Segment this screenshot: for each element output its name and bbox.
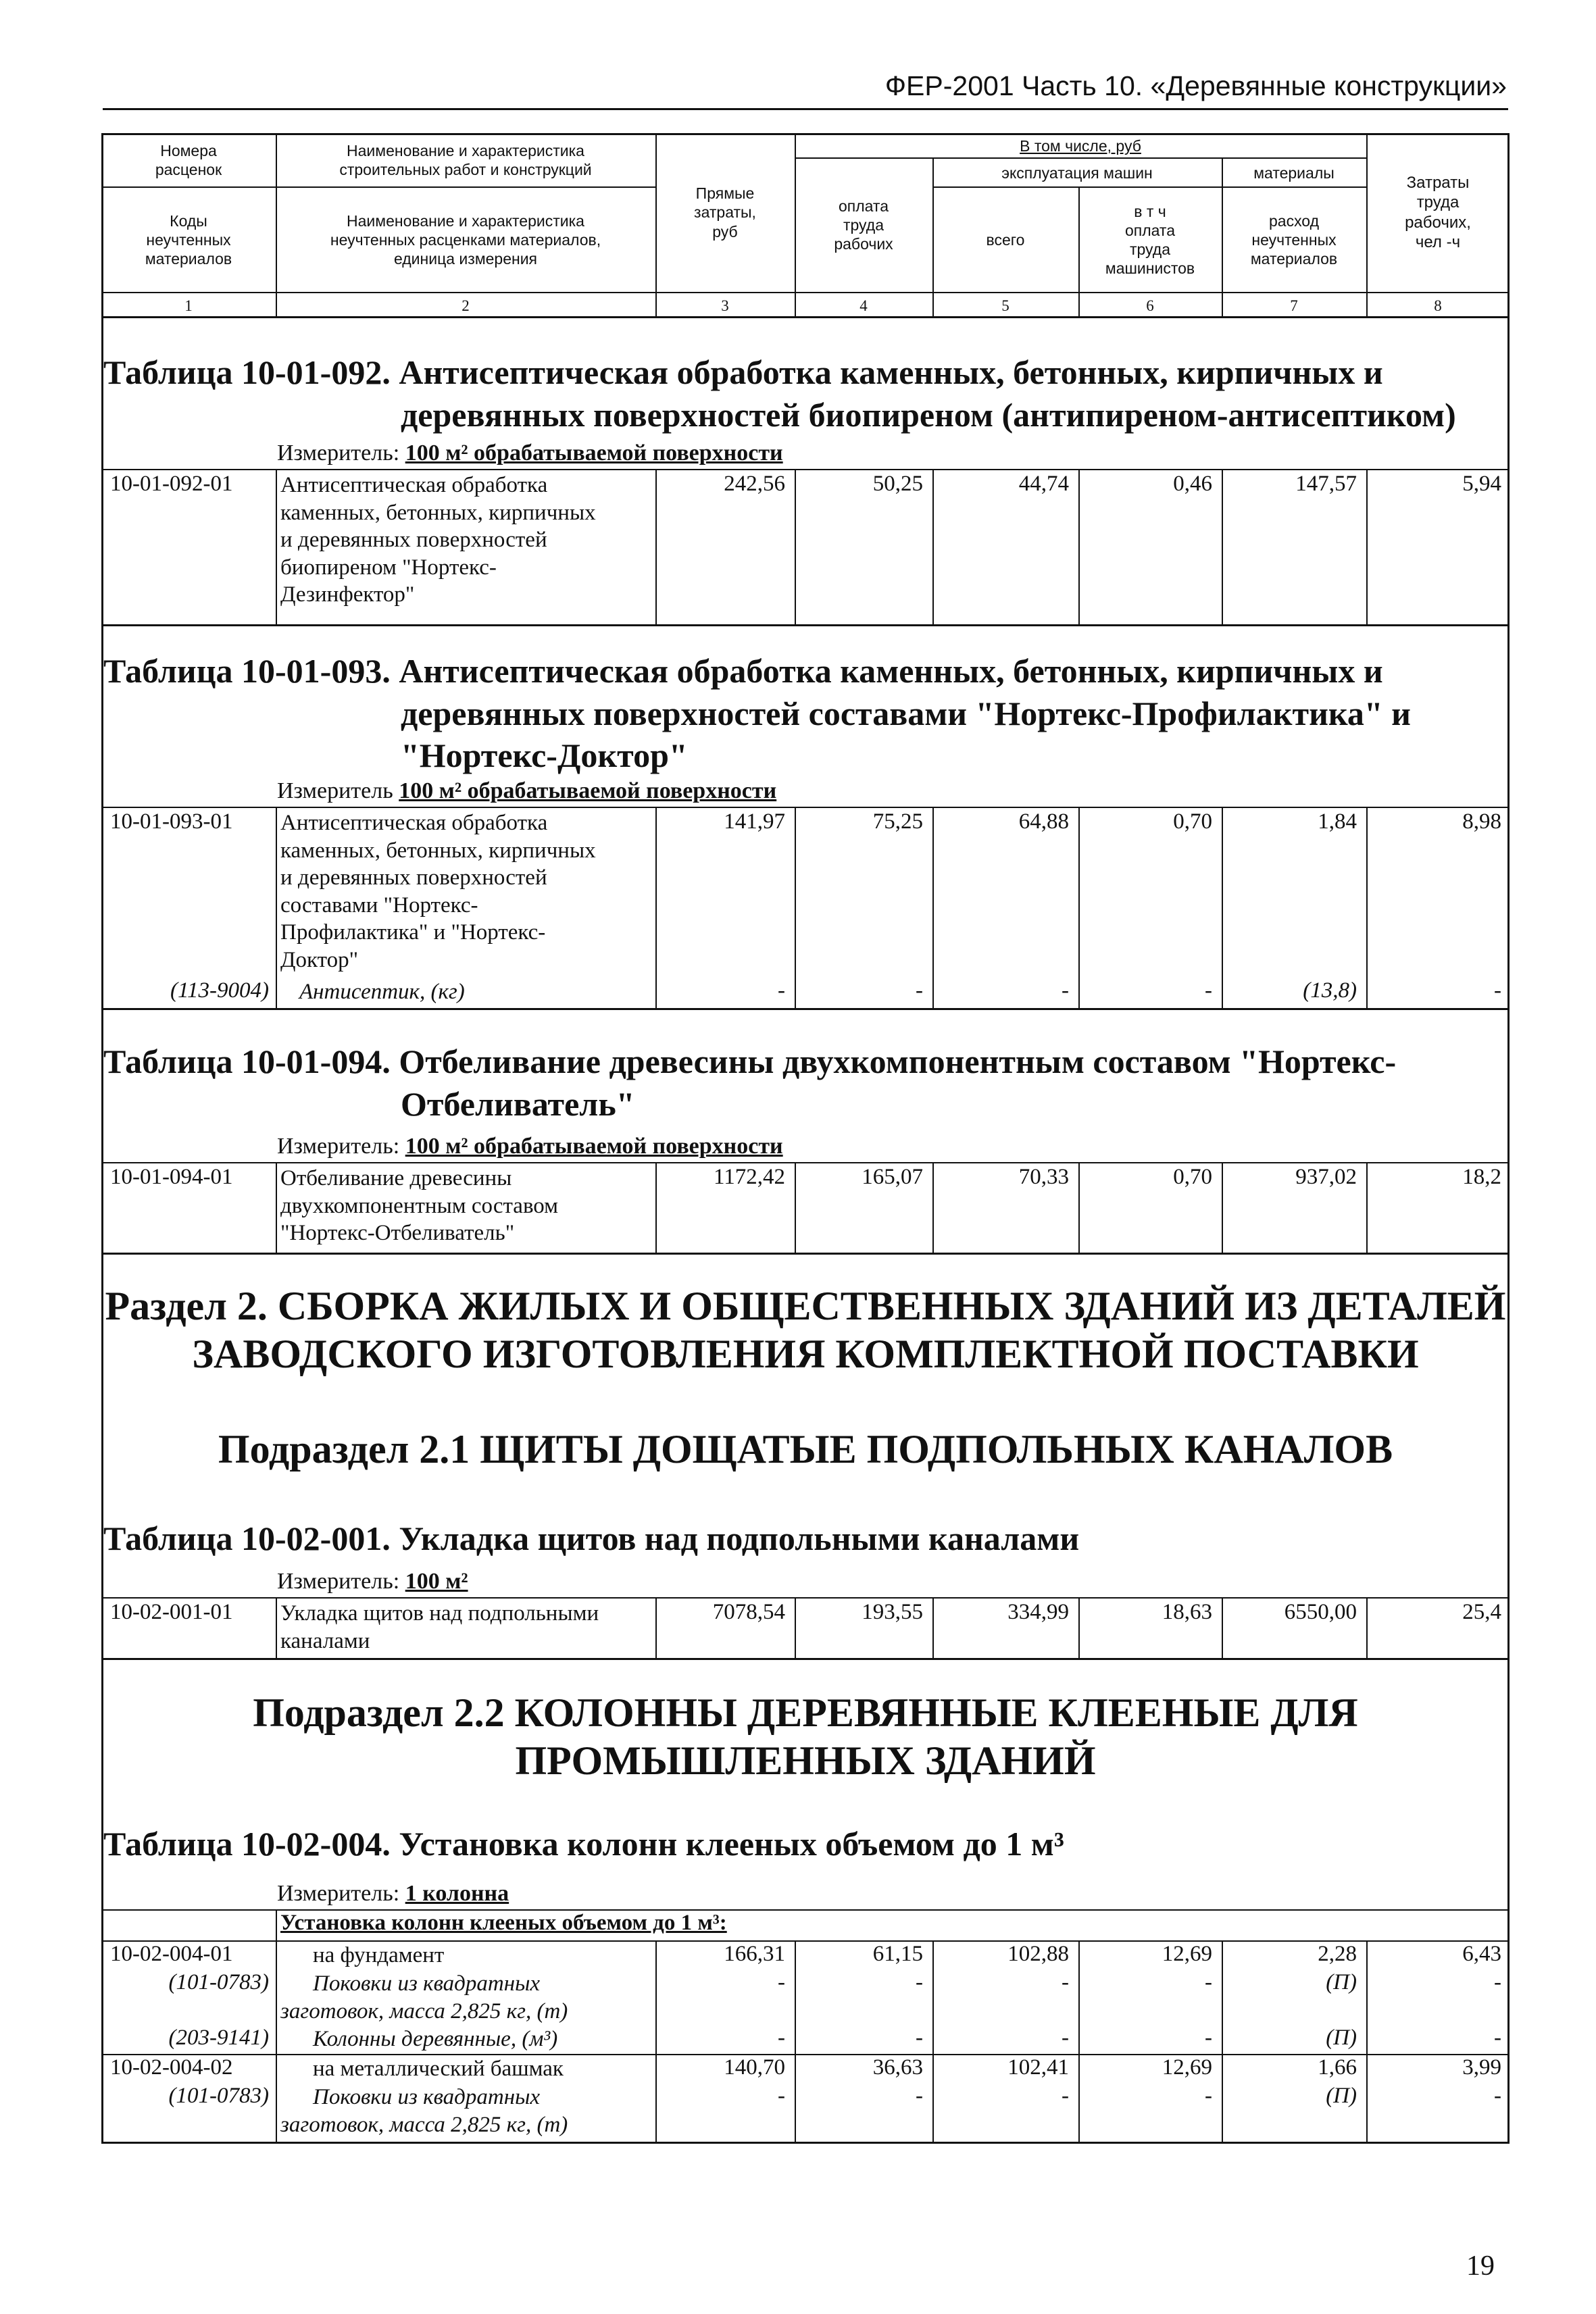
machines-total: 44,74 [1018,472,1069,496]
running-head: ФЕР-2001 Часть 10. «Деревянные конструкции» [884,70,1507,101]
header-in-total: В том числе, руб [1020,136,1141,155]
table-10-01-092-body [103,469,1507,624]
table-10-02-001-body: 10-02-001-01 Укладка щитов над подпольными каналами 7078,54 193,55 334,99 18,63 6550,00 25,4 [103,1597,1507,1658]
material-name: Антисептик, (кг) [299,980,465,1004]
material-code: (113-9004) [170,978,269,1003]
page-number: 19 [1466,2250,1495,2282]
table-10-02-004-body: Установка колонн клееных объемом до 1 м³: 10-02-004-01 на фундамент 166,31 61,15 102,88 12,69 2,28 6,43 (101-0783) Поковки из квадратных заготовок, масса 2,825 кг, (т) - - - - (П) - (203-9141) Колонны деревянные, (м³) - - - - (П) - 10-02-004-02 на металлический башмак 140,70 36,63 102,41 12,69 1,66 3,99 (101-0783) Поковки из квадратных заготовок, масса 2,825 кг, (т) - - - - (П) - [103,1909,1507,2142]
header-labor-costs: Затраты труда рабочих, чел -ч [1405,173,1471,251]
header-material-consumption: расход неучтенных материалов [1250,211,1338,268]
header-work-name: Наименование и характеристика строительных работ и конструкций [339,141,592,178]
table-10-01-092-measure: Измеритель: 100 м² обрабатываемой поверхности [277,441,783,466]
table-10-01-094-title: Таблица 10-01-094. Отбеливание древесины двухкомпонентным составом "Нортекс- Отбеливатель" [103,1042,1397,1123]
header-materials: материалы [1253,164,1335,182]
materials: 147,57 [1295,472,1357,496]
section-2-title: Раздел 2. СБОРКА ЖИЛЫХ И ОБЩЕСТВЕННЫХ ЗДАНИЙ ИЗ ДЕТАЛЕЙ ЗАВОДСКОГО ИЗГОТОВЛЕНИЯ КОМПЛЕКТНОЙ ПОСТАВКИ [105,1284,1506,1376]
rate-code: 10-01-093-01 [110,809,233,834]
header-machines-total: всего [986,230,1025,249]
worker-pay: 50,25 [872,472,923,496]
group-title: Установка колонн клееных объемом до 1 м³: [280,1911,727,1935]
table-10-01-093-measure: Измеритель 100 м² обрабатываемой поверхности [277,778,777,803]
rate-name: Антисептическая обработка каменных, бетонных, кирпичных и деревянных поверхностей биопиреном "Нортекс- Дезинфектор" [280,473,596,607]
direct-costs: 242,56 [724,472,785,496]
operator-pay: 0,46 [1173,472,1212,496]
header-worker-pay: оплата труда рабочих [834,197,893,253]
table-10-02-001-measure: Измеритель: 100 м² [277,1569,468,1594]
header-direct-costs: Прямые затраты, руб [694,184,756,241]
table-10-01-094-measure: Измеритель: 100 м² обрабатываемой поверхности [277,1134,783,1159]
table-10-02-001-title: Таблица 10-02-001. Укладка щитов над подпольными каналами [103,1519,1080,1557]
table-10-02-004-title: Таблица 10-02-004. Установка колонн клееных объемом до 1 м³ [103,1825,1064,1863]
document-page: ФЕР-2001 Часть 10. «Деревянные конструкции» Номера расценок Коды неучтенных материалов Наименование и характеристика строительных работ и конструкций Наименование и характеристика неучтенных расценками материалов, единица измерения Прямые затраты, руб В том числе, руб оплата труда рабочих эксплуатация машин всего в т ч оплата труда машинистов материалы расход неучтенных материалов Затраты труда рабочих, чел -ч 1 2 3 4 5 6 7 8 Таблица 10-01-092. Антисептическая обработка каменных, бетонных, кирпичных и деревянных поверхностей биопиреном (антипиреном-антисептиком) Измеритель: 100 м² обрабатываемой поверхности 10-01-092-01 Антисептическая обработка каменных, бетонных, кирпичных и деревянных поверхностей биопиреном "Нортекс- Дезинфектор" 242,56 50,25 44,74 0,46 147,57 5,94 Таблица 10-01-093. Антисептическая обработка каменных, бетонных, кирпичных и деревянных поверхностей составами "Нортекс-Профилактика" и "Нортекс-Доктор" Измеритель 100 м² обрабатываемой поверхности 10-01-093-01 Антисептическая обработка каменных, бетонных, кирпичных и деревянных поверхностей составами "Нортекс- Профилактика" и "Нортекс- Доктор" 141,97 75,25 64,88 0,70 1,84 8,98 (113-9004) Антисептик, (кг) - - - - (13,8) - Таблица 10-01-094. Отбеливание древесины двухкомпонентным составом "Нортекс- Отбеливатель" Измеритель: 100 м² обрабатываемой поверхности 10-01-094-01 Отбеливание древесины двухкомпонентным составом "Нортекс-Отбеливатель" 1172,42 165,07 70,33 0,70 937,02 18,2 Раздел 2. СБОРКА ЖИЛЫХ И ОБЩЕСТВЕННЫХ ЗДАНИЙ ИЗ ДЕТАЛЕЙ ЗАВОДСКОГО ИЗГОТОВЛЕНИЯ КОМПЛЕКТНОЙ ПОСТАВКИ Подраздел 2.1 ЩИТЫ ДОЩАТЫЕ ПОДПОЛЬНЫХ КАНАЛОВ Таблица 10-02-001. Укладка щитов над подпольными каналами Измеритель: 100 м² 10-02-001-01 Укладка щитов над подпольными каналами 7078,54 193,55 334,99 18,63 6550,00 25,4 Подраздел 2.2 КОЛОННЫ ДЕРЕВЯННЫЕ КЛЕЕНЫЕ ДЛЯ ПРОМЫШЛЕННЫХ ЗДАНИЙ Таблица 10-02-004. Установка колонн клееных объемом до 1 м³ Измеритель: 1 колонна Установка колонн клееных объемом до 1 м³: 10-02-004-01 на фундамент 166,31 61,15 102,88 12,69 2,28 6,43 (101-0783) Поковки из квадратных заготовок, масса 2,825 кг, (т) - - - - (П) - (203-9141) Колонны деревянные, (м³) - - - - (П) - 10-02-004-02 на металлический башмак 140,70 36,63 102,41 12,69 1,66 3,99 (101-0783) Поковки из квадратных заготовок, масса 2,825 кг, (т) - - - - (П) - 19 [0,0,1596,2314]
subsection-2-2-title: Подраздел 2.2 КОЛОННЫ ДЕРЕВЯННЫЕ КЛЕЕНЫЕ ДЛЯ ПРОМЫШЛЕННЫХ ЗДАНИЙ [253,1690,1358,1783]
labor-costs: 5,94 [1462,472,1501,496]
table-10-01-094-body: 10-01-094-01 Отбеливание древесины двухкомпонентным составом "Нортекс-Отбеливатель" 1172,42 165,07 70,33 0,70 937,02 18,2 [103,1162,1507,1253]
header-material-name: Наименование и характеристика неучтенных расценками материалов, единица измерения [330,211,601,268]
header-rate-number: Номера расценок [155,141,222,178]
header-machines: эксплуатация машин [1001,164,1153,182]
table-10-02-004-measure: Измеритель: 1 колонна [277,1881,509,1906]
header-rule [103,108,1508,110]
header-operator-pay: в т ч оплата труда машинистов [1105,202,1195,278]
table-10-01-093-body: 10-01-093-01 Антисептическая обработка каменных, бетонных, кирпичных и деревянных поверхностей составами "Нортекс- Профилактика" и "Нортекс- Доктор" 141,97 75,25 64,88 0,70 1,84 8,98 (113-9004) Антисептик, (кг) - - - - (13,8) - [103,807,1507,1008]
rate-code: 10-01-092-01 [110,472,233,496]
table-10-01-092-title: Таблица 10-01-092. Антисептическая обработка каменных, бетонных, кирпичных и деревянных поверхностей биопиреном (антипиреном-антисептиком) [103,353,1456,434]
header-material-codes: Коды неучтенных материалов [145,211,232,268]
subsection-2-1-title: Подраздел 2.1 ЩИТЫ ДОЩАТЫЕ ПОДПОЛЬНЫХ КАНАЛОВ [218,1427,1393,1472]
table-10-01-093-title: Таблица 10-01-093. Антисептическая обработка каменных, бетонных, кирпичных и деревянных поверхностей составами "Нортекс-Профилактика" и "Нортекс-Доктор" [103,652,1411,774]
rate-name: Антисептическая обработка каменных, бетонных, кирпичных и деревянных поверхностей составами "Нортекс- Профилактика" и "Нортекс- Доктор" [280,811,596,972]
